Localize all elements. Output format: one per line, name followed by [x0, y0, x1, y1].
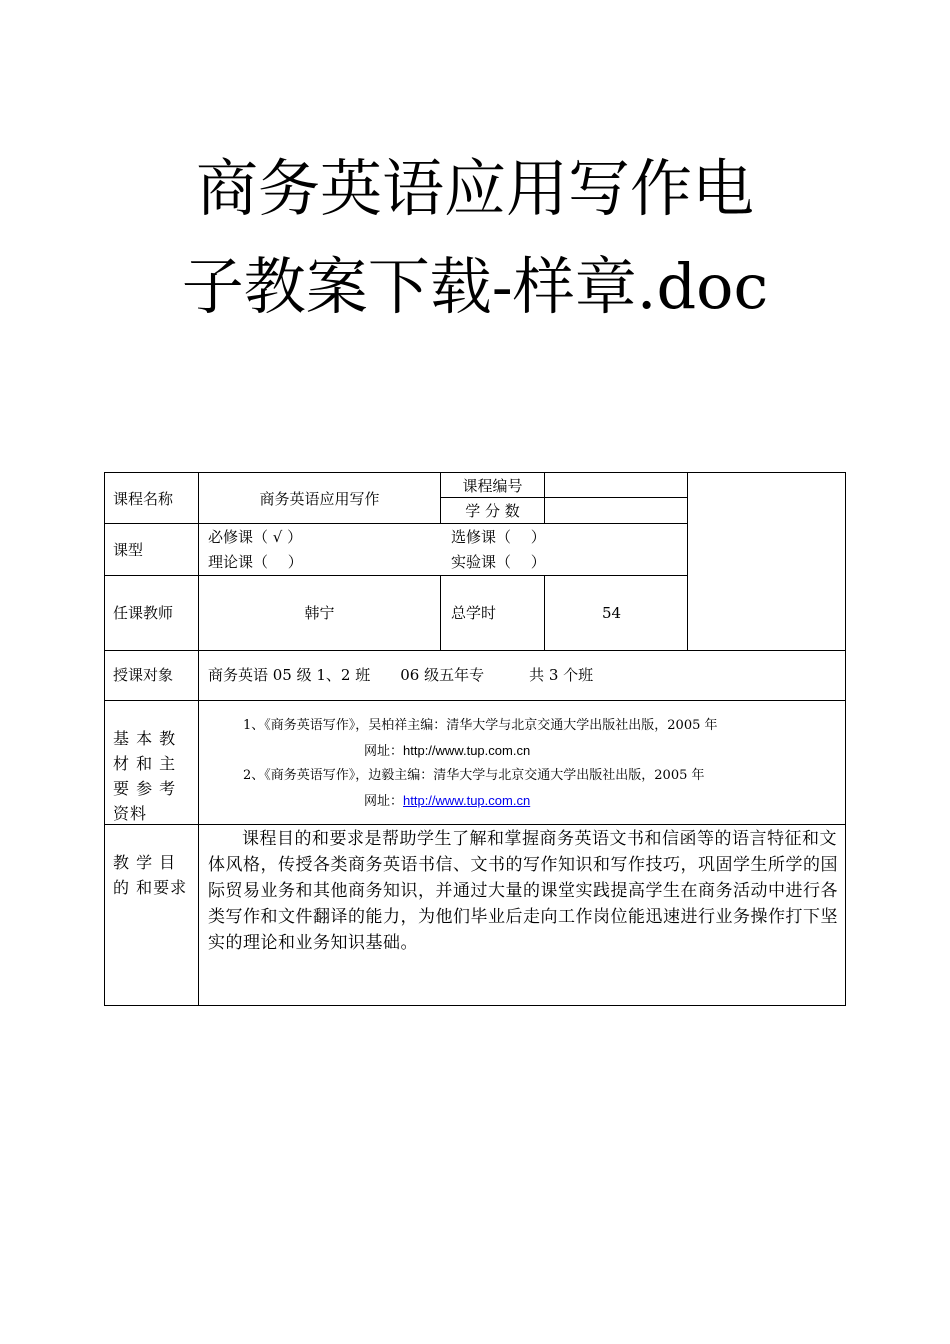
teacher-label: 任课教师	[113, 604, 174, 622]
reference-1: 1、《商务英语写作》，吴柏祥主编：清华大学与北京交通大学出版社出版，2005 年	[243, 718, 718, 733]
total-hours-value: 54	[601, 604, 622, 622]
goals-label: 教 学 目 的 和要求	[113, 853, 188, 897]
reference-2-website	[364, 788, 530, 814]
reference-1-site-label: 网址：	[364, 744, 404, 759]
total-hours-label: 总学时	[451, 604, 497, 622]
elective-course-option: 选修课（ ）	[451, 528, 546, 546]
goals-text: 课程目的和要求是帮助学生了解和掌握商务英语文书和信函等的语言特征和文体风格，传授各类商务英语书信、文书的写作知识和写作技巧，巩固学生所学的国际贸易业务和其他商务知识，并通过大量的课堂实践提高学生在商务活动中进行各类写作和文件翻译的能力，为他们毕业后走向工作岗位能迅速进行业务操作打下坚实的理论和业务知识基础。	[208, 829, 838, 953]
table-rule	[104, 700, 846, 701]
table-rule	[198, 472, 199, 1006]
course-code-label: 课程编号	[462, 477, 523, 495]
table-rule	[104, 575, 688, 576]
reference-2: 2、《商务英语写作》，边毅主编：清华大学与北京交通大学出版社出版，2005 年	[243, 768, 705, 783]
credits-label: 学 分 数	[465, 502, 520, 520]
reference-1-website	[364, 738, 530, 764]
table-rule	[544, 472, 545, 523]
table-rule	[104, 523, 688, 524]
table-rule	[687, 472, 688, 650]
course-name-value: 商务英语应用写作	[259, 490, 380, 508]
table-rule	[440, 575, 441, 650]
reference-2-site-label: 网址：	[364, 794, 404, 809]
course-type-label: 课型	[113, 541, 144, 559]
audience-value: 商务英语 05 级 1、2 班 06 级五年专 共 3 个班	[208, 666, 594, 684]
teacher-value: 韩宁	[304, 604, 335, 622]
theory-course-option: 理论课（ ）	[208, 553, 303, 571]
required-course-option: 必修课（ √ ）	[208, 528, 303, 546]
textbook-label: 基 本 教 材 和 主 要 参 考资料	[113, 729, 177, 823]
course-name-label: 课程名称	[113, 490, 174, 508]
table-rule	[104, 824, 846, 825]
title-line-2: 子教案下载-样章.doc	[181, 250, 769, 323]
reference-1-url[interactable]: http://www.tup.com.cn	[403, 743, 531, 758]
reference-2-url[interactable]: http://www.tup.com.cn	[403, 793, 531, 808]
document-title	[0, 140, 950, 336]
table-rule	[104, 650, 846, 651]
title-line-1: 商务英语应用写作电	[195, 152, 754, 225]
audience-label: 授课对象	[113, 666, 174, 684]
lab-course-option: 实验课（ ）	[451, 553, 546, 571]
